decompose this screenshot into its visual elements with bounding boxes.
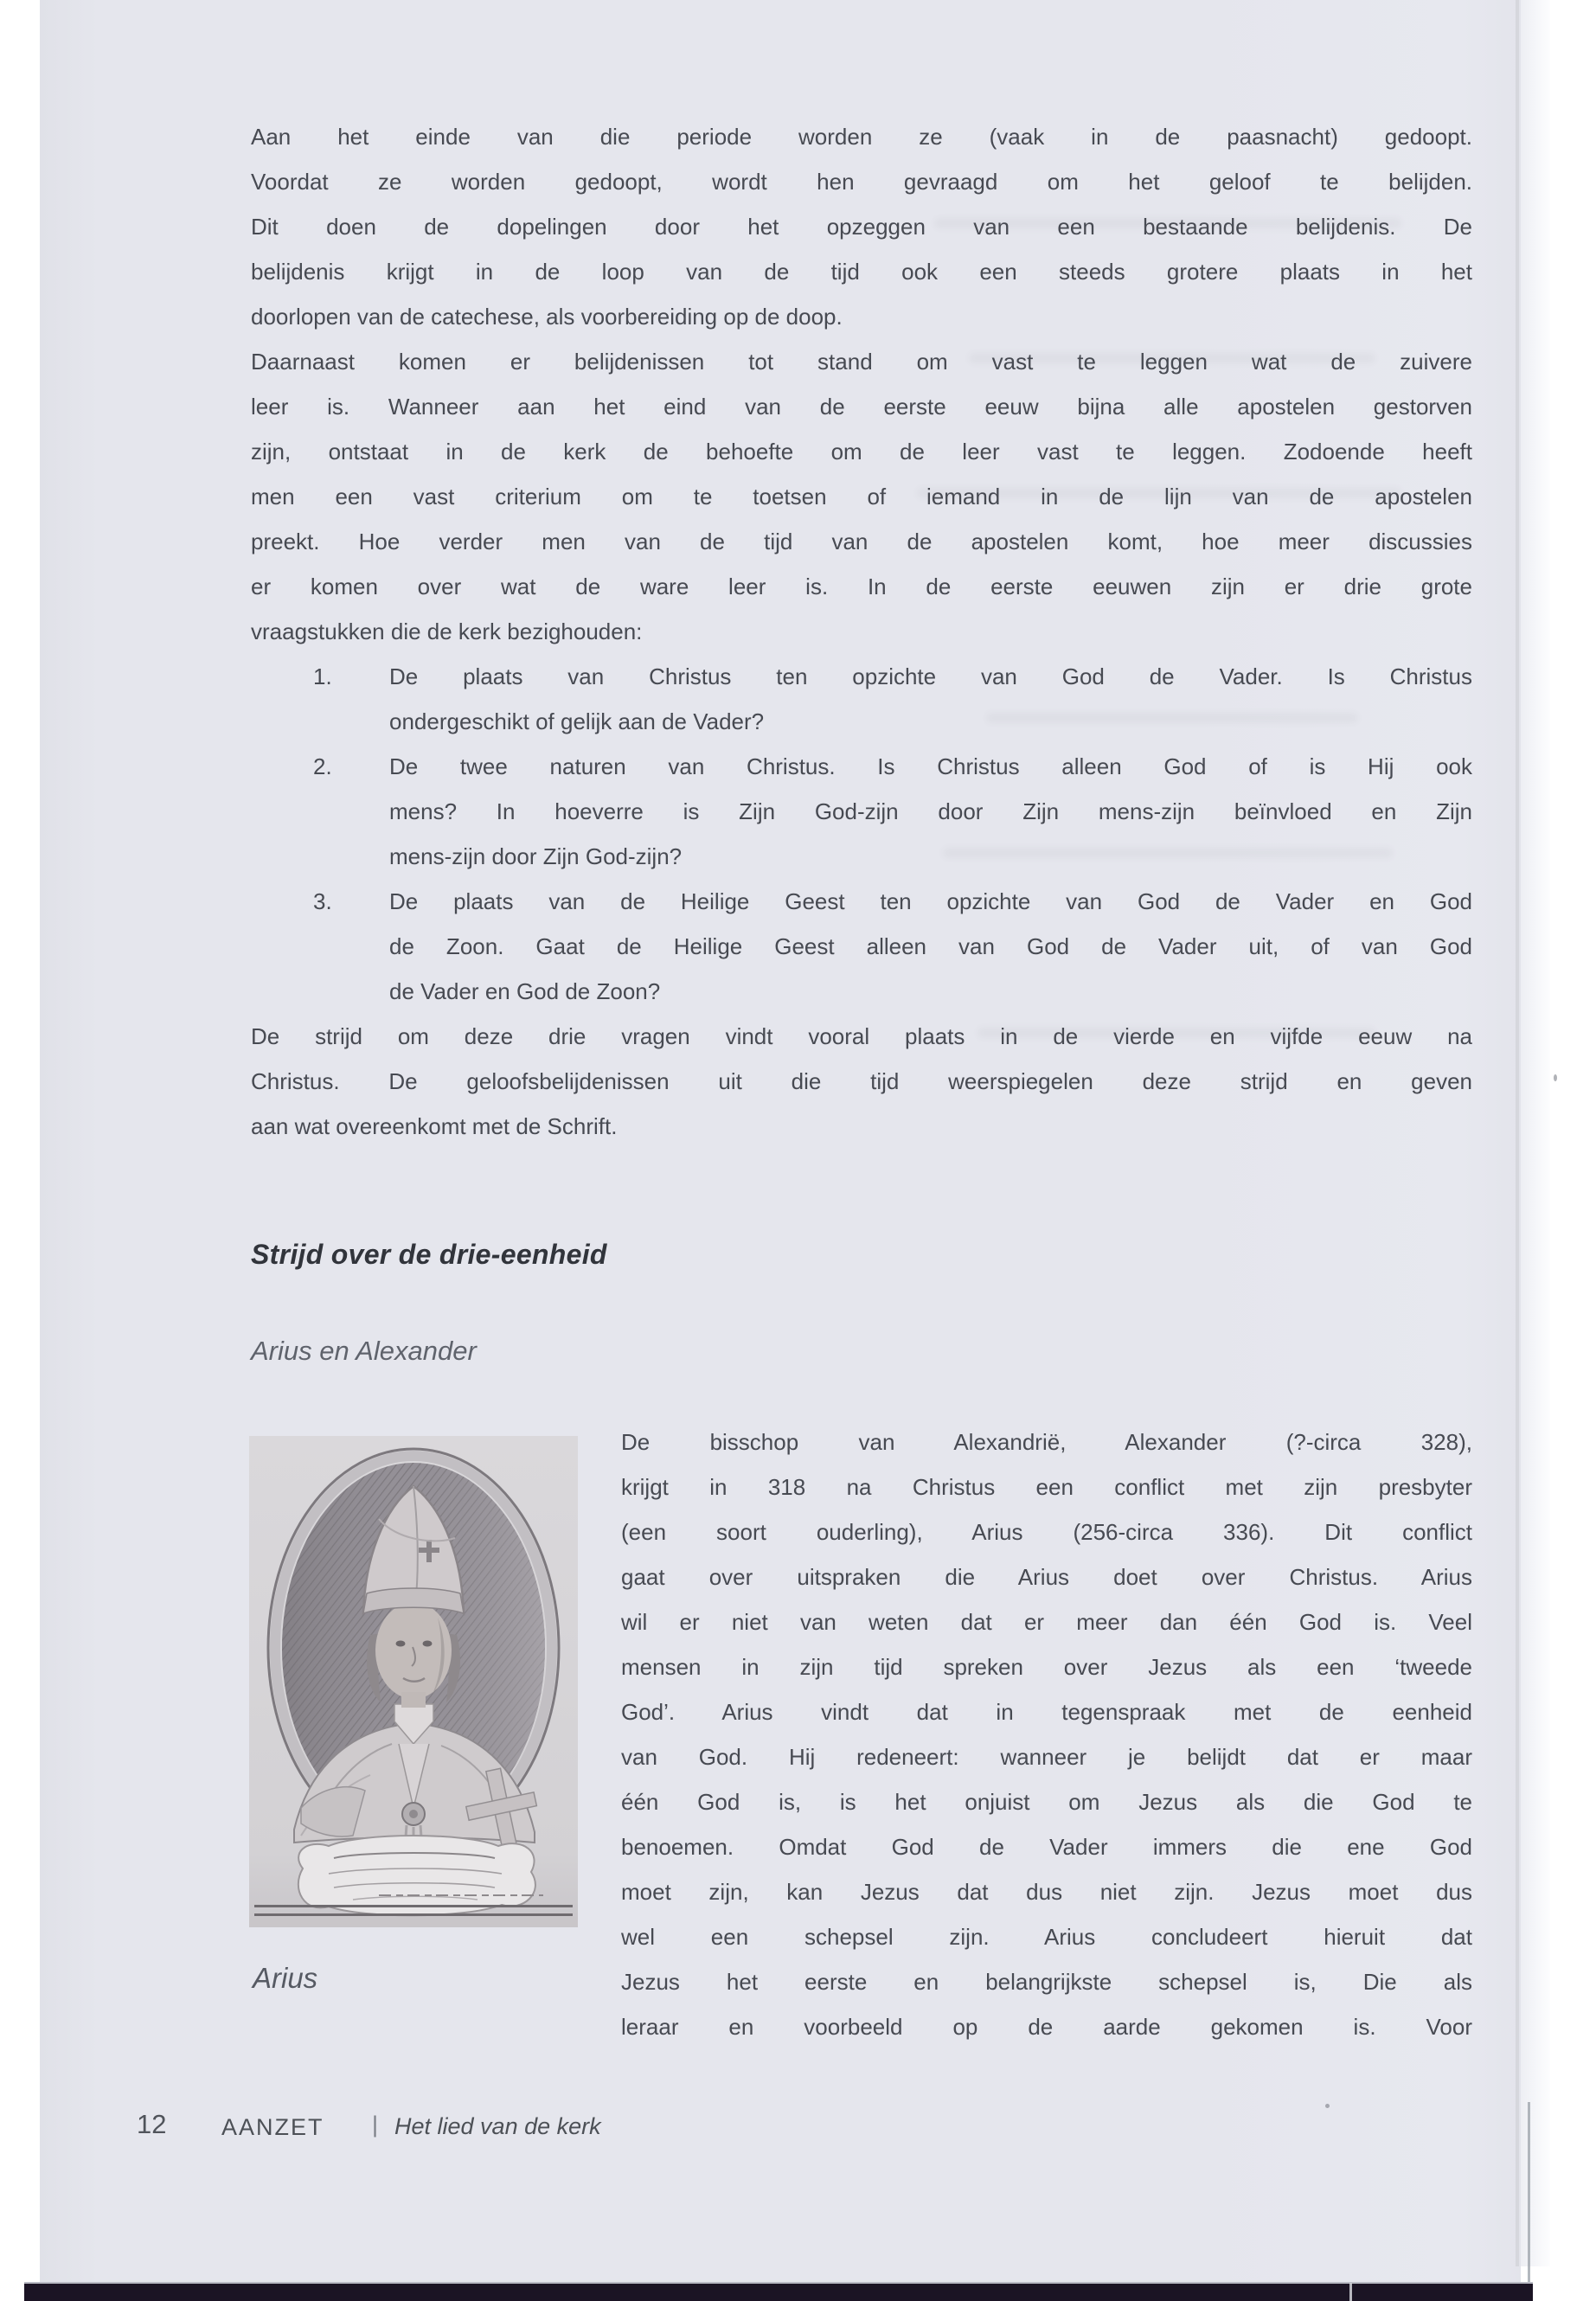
section-subheading: Arius en Alexander [251,1336,477,1366]
text-line: vraagstukken die de kerk bezighouden: [251,619,643,644]
text-line: mensen in zijn tijd spreken over Jezus als een ‘tweede [621,1654,1472,1680]
figure-caption: Arius [253,1962,318,1994]
paragraph-creeds [251,339,1472,654]
list-item-text [389,654,1472,744]
list-number [251,879,389,1014]
text-line: krijgt in 318 na Christus een conflict met zijn presbyter [621,1474,1472,1500]
text-line: er komen over wat de ware leer is. In de eerste eeuwen zijn er drie grote [251,574,1472,599]
list-number [251,654,389,744]
page-number: 12 [137,2109,167,2139]
footer-book-title: Het lied van de kerk [394,2113,601,2139]
text-line: Aan het einde van die periode worden ze (vaak in de paasnacht) gedoopt. [251,124,1472,150]
text-line: God’. Arius vindt dat in tegenspraak met de eenheid [621,1699,1472,1725]
body-text-column [251,114,1472,1149]
text-line: leer is. Wanneer aan het eind van de eerste eeuw bijna alle apostelen gestorven [251,394,1472,420]
page-corner-edge [1528,2102,1530,2301]
text-line: De plaats van Christus ten opzichte van God de Vader. Is Christus [389,663,1472,689]
page-edge-highlight [1521,0,1550,2266]
text-line: benoemen. Omdat God de Vader immers die ene God [621,1834,1472,1860]
list-number-text: 2. [313,753,332,779]
list-item [251,654,1472,744]
text-line: zijn, ontstaat in de kerk de behoefte om de leer vast te leggen. Zodoende heeft [251,439,1472,465]
text-line: mens-zijn door Zijn God-zijn? [389,843,683,869]
text-line: mens? In hoeverre is Zijn God-zijn door Zijn mens-zijn beïnvloed en Zijn [389,798,1472,824]
text-line: aan wat overeenkomt met de Schrift. [251,1113,618,1139]
section-heading: Strijd over de drie-eenheid [251,1239,607,1270]
text-line: Dit doen de dopelingen door het opzeggen van een bestaande belijdenis. De [251,214,1472,240]
text-line: men een vast criterium om te toetsen of iemand in de lijn van de apostelen [251,484,1472,510]
dust-speck [1325,2104,1330,2108]
page-edge-seam [1516,0,1519,2266]
band-scratch [1349,2283,1352,2301]
text-line: De strijd om deze drie vragen vindt vooral plaats in de vierde en vijfde eeuw na [251,1023,1472,1049]
list-item-text [389,744,1472,879]
text-line: van God. Hij redeneert: wanneer je belijdt dat er maar [621,1744,1472,1770]
text-line: de Zoon. Gaat de Heilige Geest alleen van God de Vader uit, of van God [389,933,1472,959]
text-line: doorlopen van de catechese, als voorbereiding op de doop. [251,304,843,330]
arius-portrait-engraving [249,1436,578,1927]
bottom-page-band [24,2282,1533,2301]
list-item [251,879,1472,1014]
paragraph-baptism [251,114,1472,339]
text-line: Voordat ze worden gedoopt, wordt hen gevraagd om het geloof te belijden. [251,169,1472,195]
text-line: moet zijn, kan Jezus dat dus niet zijn. Jezus moet dus [621,1879,1472,1905]
arius-text-column [621,1420,1472,2049]
list-item [251,744,1472,879]
list-item-text [389,879,1472,1014]
list-number [251,744,389,879]
text-line: wil er niet van weten dat er meer dan één God is. Veel [621,1609,1472,1635]
footer-series-title: AANZET [221,2114,324,2140]
dust-speck [1554,1074,1557,1081]
list-number-text: 1. [313,663,332,689]
text-line: De bisschop van Alexandrië, Alexander (?-circa 328), [621,1429,1472,1455]
paragraph-struggle [251,1014,1472,1149]
footer-separator: | [372,2112,379,2138]
list-number-text: 3. [313,888,332,914]
text-line: één God is, is het onjuist om Jezus als die God te [621,1789,1472,1815]
text-line: leraar en voorbeeld op de aarde gekomen is. Voor [621,2014,1472,2040]
text-line: De plaats van de Heilige Geest ten opzichte van God de Vader en God [389,888,1472,914]
text-line: gaat over uitspraken die Arius doet over Christus. Arius [621,1564,1472,1590]
text-line: (een soort ouderling), Arius (256-circa 336). Dit conflict [621,1519,1472,1545]
text-line: Christus. De geloofsbelijdenissen uit die tijd weerspiegelen deze strijd en geven [251,1068,1472,1094]
text-line: Daarnaast komen er belijdenissen tot stand om vast te leggen wat de zuivere [251,349,1472,375]
text-line: ondergeschikt of gelijk aan de Vader? [389,708,765,734]
text-line: de Vader en God de Zoon? [389,978,661,1004]
text-line: De twee naturen van Christus. Is Christus alleen God of is Hij ook [389,753,1472,779]
text-line: Jezus het eerste en belangrijkste schepsel is, Die als [621,1969,1472,1995]
text-line: preekt. Hoe verder men van de tijd van de apostelen komt, hoe meer discussies [251,529,1472,554]
text-line: wel een schepsel zijn. Arius concludeert hieruit dat [621,1924,1472,1950]
text-line: belijdenis krijgt in de loop van de tijd ook een steeds grotere plaats in het [251,259,1472,285]
scroll-cartouche [298,1836,535,1915]
